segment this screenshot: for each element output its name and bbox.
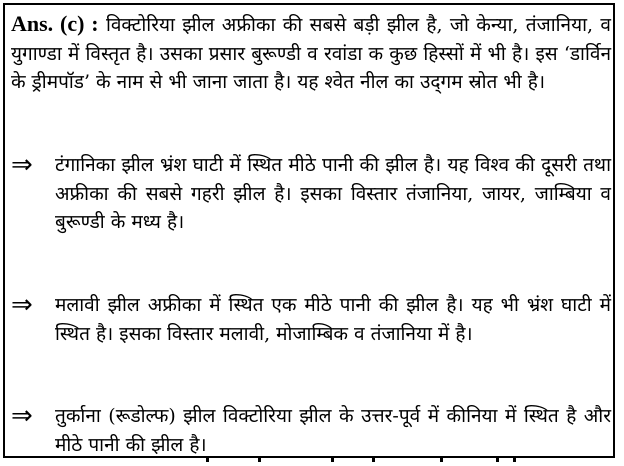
double-arrow-icon: ⇒ xyxy=(11,150,33,180)
point-malawi xyxy=(11,291,611,348)
point-text: टंगानिका झील भ्रंश घाटी में स्थित मीठे पानी की झील है। यह विश्व की दूसरी तथा अफ्रीका की सबसे गहरी झील है। इसका विस्तार तंजानिया, जायर, जाम्बिया व बुरूण्डी के मध्य है। xyxy=(55,154,611,233)
answer-label: Ans. (c) : xyxy=(11,11,99,36)
cut-off-next-line xyxy=(0,458,624,466)
point-tanganyika xyxy=(11,151,611,237)
point-text: मलावी झील अफ्रीका में स्थित एक मीठे पानी की झील है। यह भी भ्रंश घाटी में स्थित है। इसका विस्तार मलावी, मोजाम्बिक व तंजानिया में है। xyxy=(55,294,611,345)
answer-box xyxy=(3,3,615,458)
point-turkana xyxy=(11,402,611,459)
point-text: तुर्काना (रूडोल्फ) झील विक्टोरिया झील के उत्तर-पूर्व में कीनिया में स्थित है और मीठे पानी की झील है। xyxy=(55,405,611,456)
answer-intro xyxy=(11,10,611,97)
double-arrow-icon: ⇒ xyxy=(11,290,33,320)
answer-intro-text: विक्टोरिया झील अफ्रीका की सबसे बड़ी झील है, जो केन्या, तंजानिया, व युगाण्डा में विस्तृत है। उसका प्रसार बुरूण्डी व रवांडा क कुछ हिस्सों में भी है। इस ‘डार्विन के ड्रीमपॉड’ के नाम से भी जाना जाता है। यह श्वेत नील का उद्‌गम स्रोत भी है। xyxy=(11,14,611,93)
double-arrow-icon: ⇒ xyxy=(11,401,33,431)
